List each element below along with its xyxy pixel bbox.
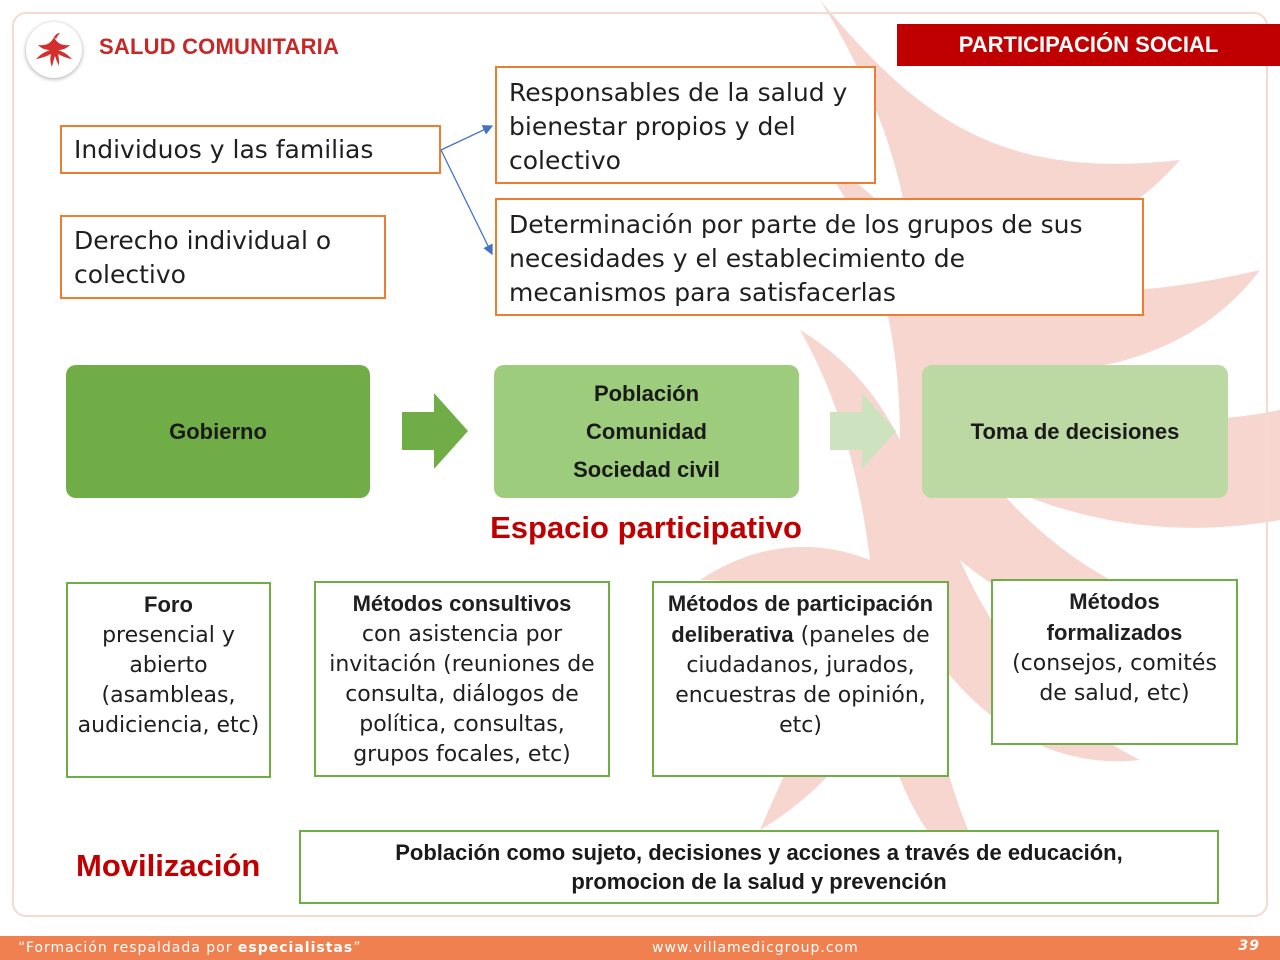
brand-title: SALUD COMUNITARIA bbox=[99, 34, 340, 59]
method-consultivos-text: con asistencia por invitación (reuniones de consulta, diálogos de política, consultas, grupos focales, etc) bbox=[329, 622, 595, 767]
flow-arrow-2 bbox=[830, 393, 896, 469]
method-foro-title: Foro bbox=[144, 592, 193, 617]
derecho-box bbox=[60, 215, 386, 299]
method-formalizados-text: (consejos, comités de salud, etc) bbox=[1012, 651, 1217, 706]
method-deliberativa-text: (paneles de ciudadanos, jurados, encuestras de opinión, etc) bbox=[675, 623, 930, 738]
movilizacion-line-1: Población como sujeto, decisiones y acciones a través de educación, bbox=[395, 840, 1123, 865]
flow-arrow-1 bbox=[402, 393, 468, 469]
section-title bbox=[897, 24, 1280, 66]
poblacion-text: Población bbox=[593, 380, 700, 406]
page-number: 39 bbox=[1238, 938, 1260, 954]
comunidad-text: Comunidad bbox=[586, 418, 707, 444]
method-consultivos-title: Métodos consultivos bbox=[352, 591, 572, 616]
movilizacion-box bbox=[299, 830, 1219, 904]
responsables-box bbox=[495, 66, 876, 184]
section-title-text: PARTICIPACIÓN SOCIAL bbox=[958, 32, 1219, 57]
espacio-participativo-title: Espacio participativo bbox=[490, 510, 802, 545]
toma-decisiones-text: Toma de decisiones bbox=[970, 418, 1180, 444]
method-consultivos bbox=[314, 581, 610, 777]
gobierno-text: Gobierno bbox=[169, 418, 267, 444]
movilizacion-line-2: promocion de la salud y prevención bbox=[571, 869, 947, 894]
footer-quote-start: “Formación respaldada por bbox=[18, 940, 238, 956]
movilizacion-title: Movilización bbox=[76, 848, 261, 883]
method-formalizados-title: Métodos formalizados bbox=[1046, 589, 1183, 645]
toma-decisiones-box bbox=[922, 365, 1228, 498]
individuos-text: Individuos y las familias bbox=[74, 135, 374, 164]
sociedad-text: Sociedad civil bbox=[573, 456, 720, 482]
connector-arrows bbox=[430, 118, 510, 268]
footer-quote-end: ” bbox=[353, 940, 362, 956]
method-deliberativa-title: Métodos de participación deliberativa bbox=[667, 591, 934, 647]
method-foro-text: presencial y abierto (asambleas, audiciencia, etc) bbox=[77, 623, 260, 738]
footer-url[interactable]: www.villamedicgroup.com bbox=[652, 940, 859, 956]
individuos-box bbox=[60, 125, 441, 174]
footer-bar bbox=[0, 936, 1280, 960]
determinacion-box bbox=[495, 198, 1144, 316]
method-foro bbox=[66, 582, 271, 778]
derecho-text: Derecho individual o colectivo bbox=[74, 226, 332, 289]
method-deliberativa bbox=[652, 581, 949, 777]
method-formalizados bbox=[991, 579, 1238, 745]
footer-quote-bold: especialistas bbox=[237, 940, 354, 956]
determinacion-text: Determinación por parte de los grupos de sus necesidades y el establecimiento de mecanismos para satisfacerlas bbox=[509, 210, 1083, 307]
phoenix-logo-icon bbox=[26, 22, 82, 78]
poblacion-box bbox=[494, 365, 799, 498]
responsables-text: Responsables de la salud y bienestar propios y del colectivo bbox=[509, 78, 848, 175]
footer-quote bbox=[18, 940, 361, 956]
gobierno-box bbox=[66, 365, 370, 498]
